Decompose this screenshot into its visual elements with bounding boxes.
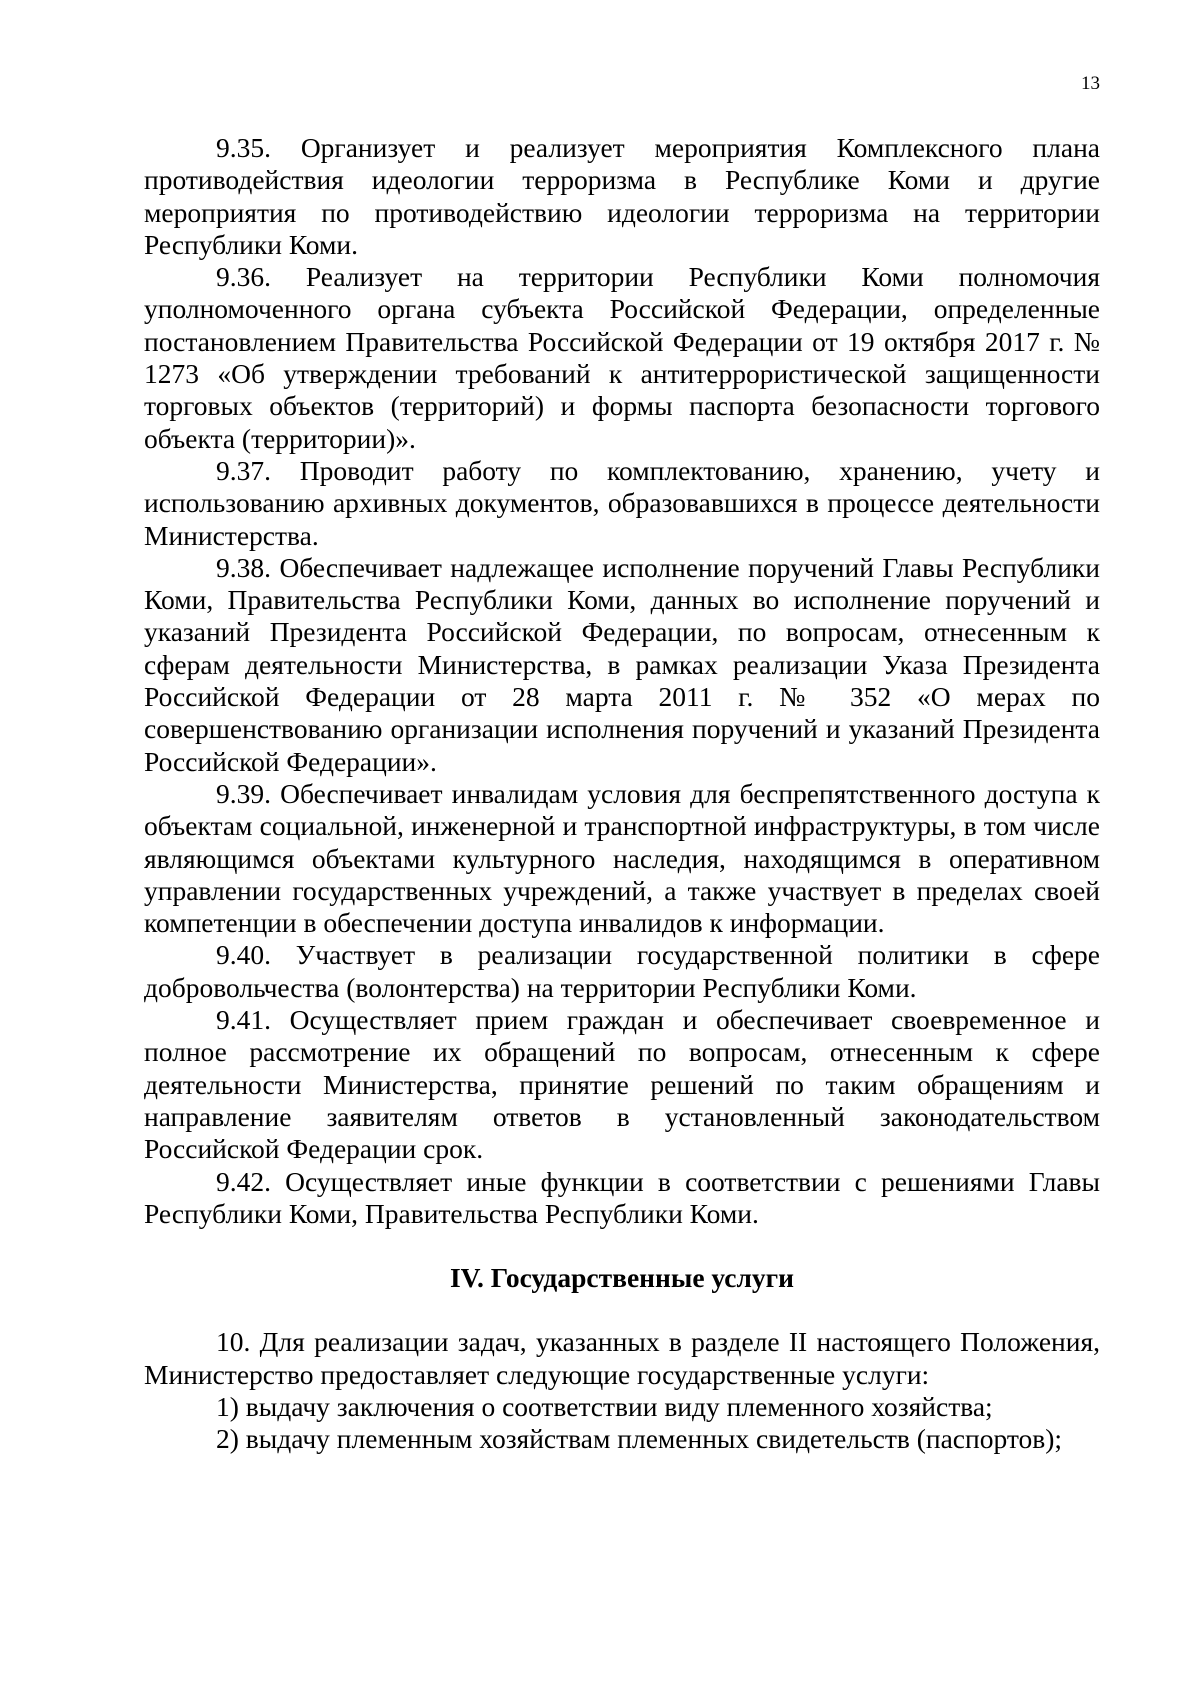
paragraph-9-41: 9.41. Осуществляет прием граждан и обеспечивает своевременное и полное рассмотрение их обращений по вопросам, отнесенным к сфере деятельности Министерства, принятие решений по таким обращениям и направление заявителям ответов в установленный законодательством Российской Федерации срок. [144,1004,1100,1165]
page-number: 13 [1081,73,1100,94]
paragraph-9-35: 9.35. Организует и реализует мероприятия Комплексного плана противодействия идеологии терроризма в Республике Коми и другие мероприятия по противодействию идеологии терроризма на территории Республики Коми. [144,132,1100,260]
document-body [144,132,1100,1456]
paragraph-9-42: 9.42. Осуществляет иные функции в соответствии с решениями Главы Республики Коми, Правительства Республики Коми. [144,1165,1100,1229]
paragraph-9-40: 9.40. Участвует в реализации государственной политики в сфере добровольчества (волонтерства) на территории Республики Коми. [144,939,1100,1003]
paragraph-9-38: 9.38. Обеспечивает надлежащее исполнение поручений Главы Республики Коми, Правительства Республики Коми, данных во исполнение поручений и указаний Президента Российской Федерации, по вопросам, отнесенным к сферам деятельности Министерства, в рамках реализации Указа Президента Российской Федерации от 28 марта 2011 г. № 352 «О мерах по совершенствованию организации исполнения поручений и указаний Президента Российской Федерации». [144,551,1100,777]
paragraph-9-39: 9.39. Обеспечивает инвалидам условия для беспрепятственного доступа к объектам социальной, инженерной и транспортной инфраструктуры, в том числе являющимся объектами культурного наследия, находящимся в оперативном управлении государственных учреждений, а также участвует в пределах своей компетенции в обеспечении доступа инвалидов к информации. [144,777,1100,939]
paragraph-9-36: 9.36. Реализует на территории Республики Коми полномочия уполномоченного органа субъекта Российской Федерации, определенные постановлением Правительства Российской Федерации от 19 октября 2017 г. № 1273 «Об утверждении требований к антитеррористической защищенности торговых объектов (территорий) и формы паспорта безопасности торгового объекта (территории)». [144,261,1100,454]
list-item-2: 2) выдачу племенным хозяйствам племенных свидетельств (паспортов); [216,1423,1063,1455]
list-item-1: 1) выдачу заключения о соответствии виду племенного хозяйства; [216,1390,993,1422]
paragraph-10: 10. Для реализации задач, указанных в разделе II настоящего Положения, Министерство предоставляет следующие государственные услуги: [144,1326,1100,1390]
section-heading: IV. Государственные услуги [449,1262,795,1294]
paragraph-9-37: 9.37. Проводит работу по комплектованию, хранению, учету и использованию архивных документов, образовавшихся в процессе деятельности Министерства. [144,454,1100,551]
